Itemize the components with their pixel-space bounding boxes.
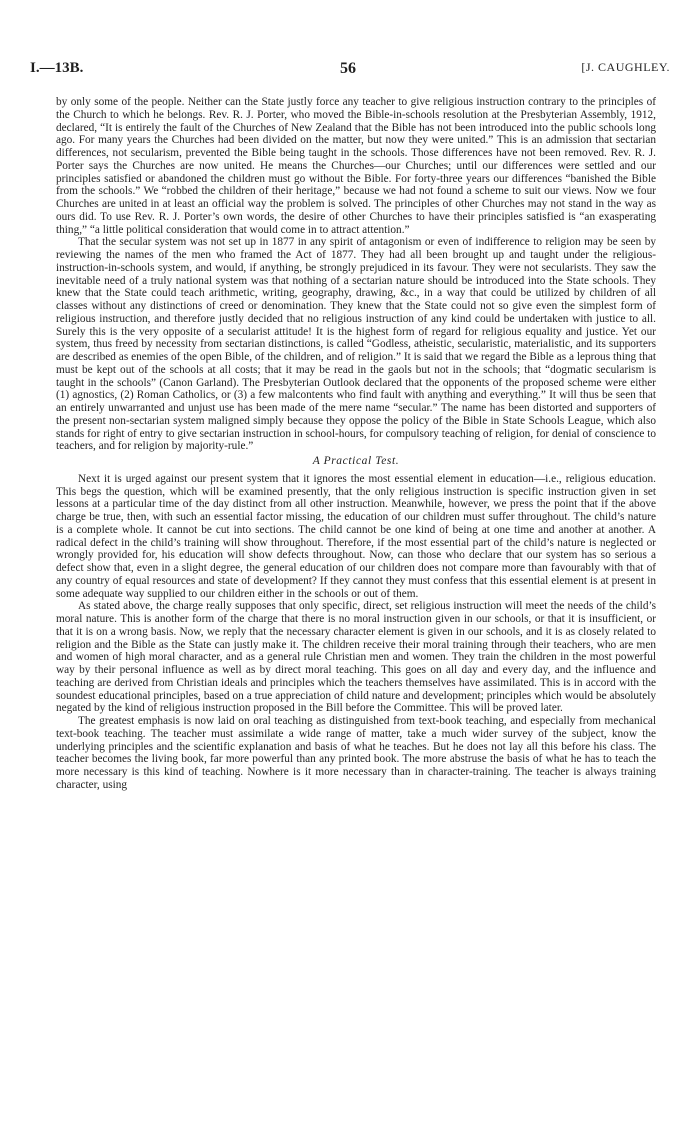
paragraph-1: by only some of the people. Neither can the State justly force any teacher to give religious instruction contrary to the principles of the Church to which he belongs. Rev. R. J. Porter, who moved the Bible-in-schools resolution at the Presbyterian Assembly, 1912, declared, “It is entirely the fault of the Churches of New Zealand that the Bible has not been introduced into the public schools long ago. For many years the Churches had been divided on the matter, but now they were united.” This is an admission that sectarian differences, not secularism, prevented the Bible being taught in the schools. Those differences have not been removed. Rev. R. J. Porter says the Churches are now united. He means the Churches—our Churches; until our differences were settled and our principles satisfied or abandoned the children must go without the Bible. For forty-three years our differences “banished the Bible from the schools.” We “robbed the children of their heritage,” because we had not found a scheme to suit our views. Now we four Churches are united in at least an official way the problem is solved. The principles of other Churches may not stand in the way as ours did. To use Rev. R. J. Porter’s own words, the desire of other Churches to have their principles satisfied is “an exasperating thing,” “a little political consideration that would come in to attract attention.”	[56, 96, 656, 236]
speaker-name: [J. CAUGHLEY.	[581, 60, 670, 74]
paragraph-4: As stated above, the charge really supposes that only specific, direct, set religious instruction will meet the needs of the child’s moral nature. This is another form of the charge that there is no moral instruction given in our schools, or that it is insufficient, or that it is on a wrong basis. Now, we reply that the necessary character element is given in our schools, and it is as closely related to religion and the Bible as the State can justly make it. The children receive their moral training through their teachers, who are men and women of high moral character, and as a general rule Christian men and women. They train the children in the most powerful way by their personal influence as well as by direct moral teaching. This goes on all day and every day, and the influence and teaching are derived from Christian ideals and principles which the teachers themselves have assimilated. This is in accord with the soundest educational principles, based on a true appreciation of child nature and development; principles which would be absolutely negated by the kind of religious instruction proposed in the Bill before the Committee. This will be proved later.	[56, 600, 656, 715]
paragraph-3: Next it is urged against our present system that it ignores the most essential element in education—i.e., religious education. This begs the question, which will be examined presently, that the only religious instruction is specific instruction given in set lessons at a particular time of the day distinct from all other instruction. Meanwhile, however, we press the point that if the above charge be true, then, with such an essential factor missing, the education of our children must suffer throughout. The child’s nature is a complete whole. It cannot be cut into sections. The child cannot be one kind of being at one time and another at another. A radical defect in the child’s training will show throughout. Therefore, if the most essential part of the child’s nature is neglected or wrongly provided for, his education will show defects throughout. Now, can those who declare that our system has so serious a defect show that, even in a slight degree, the general education of our children does not compare more than favourably with that of any country of equal resources and state of development? If they cannot they must confess that this essential element is at present in some adequate way supplied to our children either in the schools or out of them.	[56, 472, 656, 600]
document-body	[56, 96, 656, 792]
page-number: 56	[340, 60, 356, 77]
section-heading: A Practical Test.	[312, 455, 400, 467]
paragraph-5: The greatest emphasis is now laid on oral teaching as distinguished from text-book teaching, and especially from mechanical text-book teaching. The teacher must assimilate a wide range of matter, take a much wider survey of the subject, know the underlying principles and the scientific explanation and basis of what he teaches. But he does not lay all this before his class. The teacher becomes the living book, far more powerful than any printed book. The more abstruse the basis of what he has to teach the more necessary is this kind of teaching. Nowhere is it more necessary than in character-training. The teacher is always training character, using	[56, 715, 656, 791]
page-header	[30, 60, 670, 80]
document-reference: I.—13B.	[30, 60, 84, 76]
paragraph-2: That the secular system was not set up in 1877 in any spirit of antagonism or even of indifference to religion may be seen by reviewing the names of the men who framed the Act of 1877. They had all been brought up and taught under the religious-instruction-in-schools system, and would, if anything, be strongly prejudiced in its favour. They were not secularists. They saw the inevitable need of a truly national system was that nothing of a sectarian nature should be introduced into the State schools. They knew that the State could teach arithmetic, writing, geography, drawing, &c., in a way that could be utilized by children of all classes without any distinctions of creed or denomination. They knew that the State could not so give even the simplest form of religious instruction, and therefore justly decided that no religious instruction of any kind could be undertaken with justice to all. Surely this is the very opposite of a secularist attitude! It is the highest form of regard for religious equality and justice. Yet our system, thus freed by necessity from sectarian distinctions, is called “Godless, atheistic, secularistic, materialistic, and its supporters are described as enemies of the open Bible, of the children, and of religion.” It is said that we regard the Bible as a leprous thing that must be kept out of the schools at all costs; that it may be read in the gaols but not in the schools; that “dogmatic secularism is taught in the schools” (Canon Garland). The Presbyterian Outlook declared that the opponents of the proposed scheme were either (1) agnostics, (2) Roman Catholics, or (3) a few malcontents who find fault with anything and everything.” It will thus be seen that an entirely unwarranted and unjust use has been made of the mere name “secular.” The name has been distorted and supporters of the present non-sectarian system maligned simply because they oppose the policy of the Bible in State Schools League, which also stands for right of entry to give sectarian instruction in school-hours, for compulsory teaching of religion, for denial of conscience to teachers, and for religion by majority-rule.”	[56, 236, 656, 453]
